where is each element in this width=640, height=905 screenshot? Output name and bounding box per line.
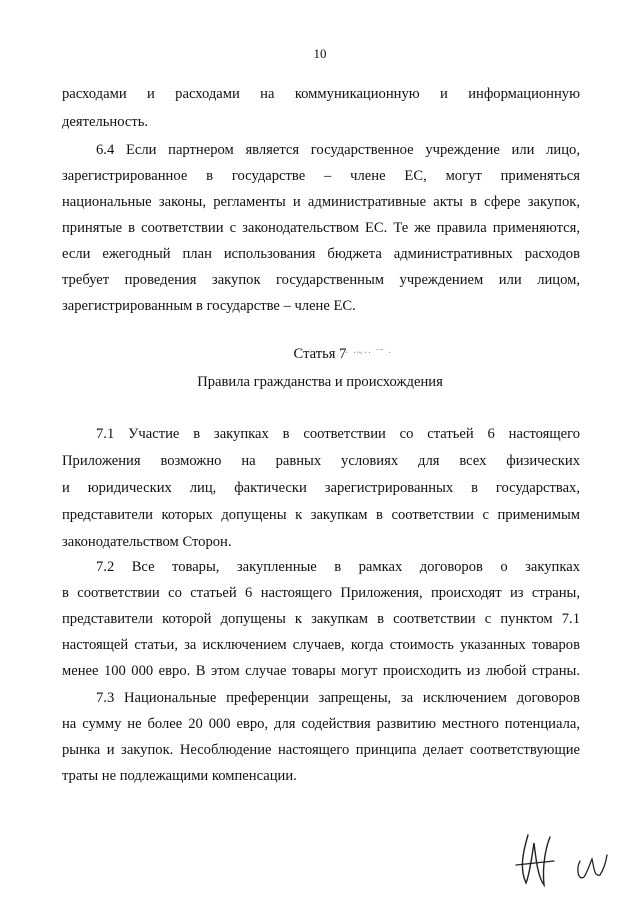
- body-line: требует проведения закупок государственным учреждением или лицом,: [62, 272, 580, 288]
- body-line: представители которой допущены к закупкам в соответствии с пунктом 7.1: [62, 611, 580, 627]
- body-line: 7.2 Все товары, закупленные в рамках договоров о закупках: [96, 559, 580, 575]
- body-line: в соответствии со статьей 6 настоящего Приложения, происходят из страны,: [62, 585, 580, 601]
- body-line: принятые в соответствии с законодательством ЕС. Те же правила применяются,: [62, 220, 580, 236]
- body-line: и юридических лиц, фактически зарегистрированных в государствах,: [62, 480, 580, 496]
- body-line: законодательством Сторон.: [62, 534, 232, 550]
- body-line: траты не подлежащими компенсации.: [62, 768, 297, 784]
- body-line: настоящей статьи, за исключением случаев, когда стоимость указанных товаров: [62, 637, 580, 653]
- body-line: 7.3 Национальные преференции запрещены, за исключением договоров: [96, 690, 580, 706]
- article-title: Правила гражданства и происхождения: [197, 374, 443, 390]
- body-line: менее 100 000 евро. В этом случае товары могут происходить из любой страны.: [62, 663, 580, 679]
- page-number: 10: [313, 46, 327, 61]
- handwritten-initials: [510, 825, 620, 895]
- article-heading: Статья 7: [293, 346, 347, 362]
- body-line: расходами и расходами на коммуникационную и информационную: [62, 86, 580, 102]
- body-line: Приложения возможно на равных условиях для всех физических: [62, 453, 580, 469]
- body-line: зарегистрированным в государстве – члене ЕС.: [62, 298, 356, 314]
- body-line: национальные законы, регламенты и административные акты в сфере закупок,: [62, 194, 580, 210]
- scan-noise: · ·~·· ˉˉ ·: [345, 348, 393, 359]
- body-line: 6.4 Если партнером является государственное учреждение или лицо,: [96, 142, 580, 158]
- body-line: зарегистрированное в государстве – члене ЕС, могут применяться: [62, 168, 580, 184]
- body-line: если ежегодный план использования бюджета административных расходов: [62, 246, 580, 262]
- body-line: на сумму не более 20 000 евро, для содействия развитию местного потенциала,: [62, 716, 580, 732]
- body-line: рынка и закупок. Несоблюдение настоящего принципа делает соответствующие: [62, 742, 580, 758]
- body-line: представители которых допущены к закупкам в соответствии с применимым: [62, 507, 580, 523]
- body-line: деятельность.: [62, 114, 149, 130]
- body-line: 7.1 Участие в закупках в соответствии со статьей 6 настоящего: [96, 426, 580, 442]
